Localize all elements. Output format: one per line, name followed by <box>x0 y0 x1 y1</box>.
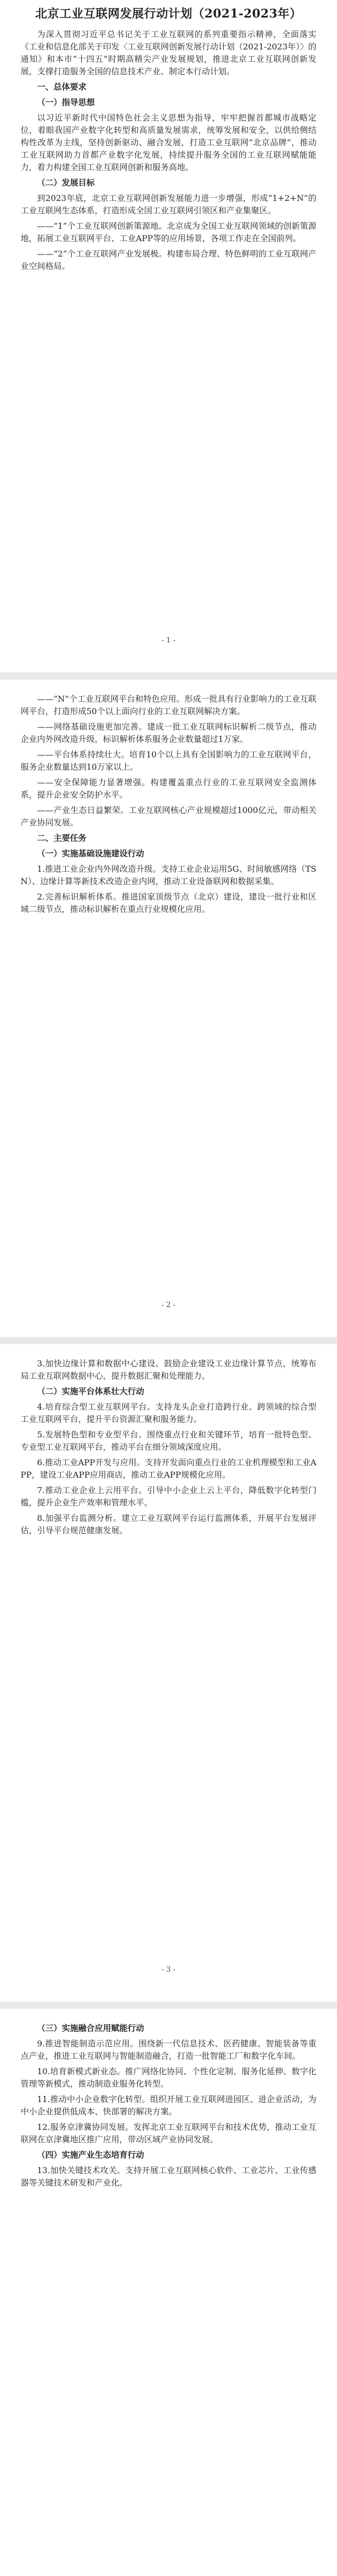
section-heading: （一）指导思想 <box>37 97 95 107</box>
section-heading: 二、主要任务 <box>37 833 87 843</box>
document-page <box>0 2022 337 2192</box>
paragraph: ——“1”个工业互联网创新策源地。北京成为全国工业互联网领域的创新策源地，拓展工业互联网平台、工业APP等的应用场景，各项工作走在全国前列。 <box>21 221 316 243</box>
paragraph: 10.培育新模式新业态。推广网络化协同、个性化定制、服务化延伸、数字化管理等新模式，推动制造业服务化转型。 <box>21 2066 316 2089</box>
paragraph: 3.加快边缘计算和数据中心建设。鼓励企业建设工业边缘计算节点，统筹布局工业互联网数据中心，提升数据汇聚和处理能力。 <box>21 1359 316 1381</box>
paragraph: ——“N”个工业互联网平台和特色应用。形成一批具有行业影响力的工业互联网平台，打造形成50个以上面向行业的工业互联网解决方案。 <box>21 694 316 716</box>
paragraph: 5.发展特色型和专业型平台。围绕重点行业和关键环节，培育一批特色型、专业型工业互联网平台，推动平台在细分领域深度应用。 <box>21 1430 316 1452</box>
paragraph: 为深入贯彻习近平总书记关于工业互联网的系列重要指示精神，全面落实《工业和信息化部关于印发〈工业互联网创新发展行动计划（2021-2023年）〉的通知》和本市“十四五”时期高精尖产业发展规划，推进北京工业互联网创新发展，支撑打造服务全国的信息技术产业、制定本行动计划。 <box>21 29 316 76</box>
paragraph: 12.服务京津冀协同发展。发挥北京工业互联网平台和技术优势，推动工业互联网在京津冀地区推广应用，带动区域产业协同发展。 <box>21 2122 316 2144</box>
paragraph: ——平台体系持续壮大。培育10个以上具有全国影响力的工业互联网平台，服务企业数量达到10万家以上。 <box>21 750 316 772</box>
paragraph: 8.加强平台监测分析。建立工业互联网平台运行监测体系，开展平台发展评估，引导平台规范健康发展。 <box>21 1513 316 1535</box>
page-separator <box>0 1337 337 1344</box>
paragraph: ——产业生态日益繁荣。工业互联网核心产业规模超过1000亿元，带动相关产业协同发展。 <box>21 805 316 827</box>
paragraph: 2.完善标识解析体系。推进国家顶级节点（北京）建设，建设一批行业和区域二级节点，推动标识解析在重点行业规模化应用。 <box>21 892 316 914</box>
document-title: 北京工业互联网发展行动计划（2021-2023年） <box>35 7 302 21</box>
page-number: - 2 - <box>161 1301 176 1309</box>
paragraph: 1.推进工业企业内外网改造升级。支持工业企业运用5G、时间敏感网络（TSN）、边缘计算等新技术改造企业内网，推动工业设备联网和数据采集。 <box>21 864 316 886</box>
paragraph: 6.推动工业APP开发与应用。支持开发面向重点行业的工业机理模型和工业APP，建设工业APP应用商店，推动工业APP规模化应用。 <box>21 1458 316 1480</box>
document-page <box>0 28 337 276</box>
document-page <box>0 1358 337 1540</box>
section-heading: （二）实施平台体系壮大行动 <box>37 1386 145 1396</box>
paragraph: 11.推动中小企业数字化转型。组织开展工业互联网进园区、进企业活动，为中小企业提供低成本、快部署的解决方案。 <box>21 2094 316 2116</box>
paragraph: ——网络基础设施更加完善。建成一批工业互联网标识解析二级节点，推动企业内外网改造升级，标识解析体系服务企业数量超过1万家。 <box>21 722 316 744</box>
paragraph: ——“2”个工业互联网产业发展极。构建布局合理、特色鲜明的工业互联网产业空间格局。 <box>21 249 316 271</box>
section-heading: （二）发展目标 <box>37 178 95 188</box>
paragraph: 以习近平新时代中国特色社会主义思想为指导，牢牢把握首都城市战略定位，着眼我国产业数字化转型和高质量发展需求，统筹发展和安全，以供给侧结构性改革为主线，坚持创新驱动、融合发展，打造工业互联网“北京品牌”，推动工业互联网助力首都产业数字化发展，持续提升服务全国的工业互联网赋能能力，着力构建全国工业互联网创新和服务高地。 <box>21 113 316 172</box>
paragraph: 9.推进智能制造示范应用。围绕新一代信息技术、医药健康、智能装备等重点产业，推进工业互联网与智能制造融合，打造一批智能工厂和数字化车间。 <box>21 2039 316 2061</box>
section-heading: 一、总体要求 <box>37 82 87 92</box>
section-heading: （一）实施基础设施建设行动 <box>37 849 145 858</box>
page-separator <box>0 672 337 680</box>
section-heading: （三）实施融合应用赋能行动 <box>37 2023 145 2033</box>
paragraph: ——安全保障能力显著增强。构建覆盖重点行业的工业互联网安全监测体系，提升企业安全防护水平。 <box>21 777 316 800</box>
page-number: - 1 - <box>161 636 176 645</box>
page-number: - 3 - <box>161 1965 176 1974</box>
paragraph: 7.推动工业企业上云用平台。引导中小企业上云上平台，降低数字化转型门槛，提升企业生产效率和管理水平。 <box>21 1485 316 1507</box>
paragraph: 13.加快关键技术攻关。支持开展工业互联网核心软件、工业芯片、工业传感器等关键技术研发和产业化。 <box>21 2165 316 2188</box>
document-page <box>0 693 337 919</box>
paragraph: 到2023年底，北京工业互联网创新发展能力进一步增强，形成“1+2+N”的工业互联网生态体系，打造形成全国工业互联网引领区和产业集聚区。 <box>21 193 316 215</box>
page-separator <box>0 2002 337 2009</box>
paragraph: 4.培育综合型工业互联网平台。支持龙头企业打造跨行业、跨领域的综合型工业互联网平台，提升平台资源汇聚和服务能力。 <box>21 1402 316 1424</box>
section-heading: （四）实施产业生态培育行动 <box>37 2150 145 2160</box>
